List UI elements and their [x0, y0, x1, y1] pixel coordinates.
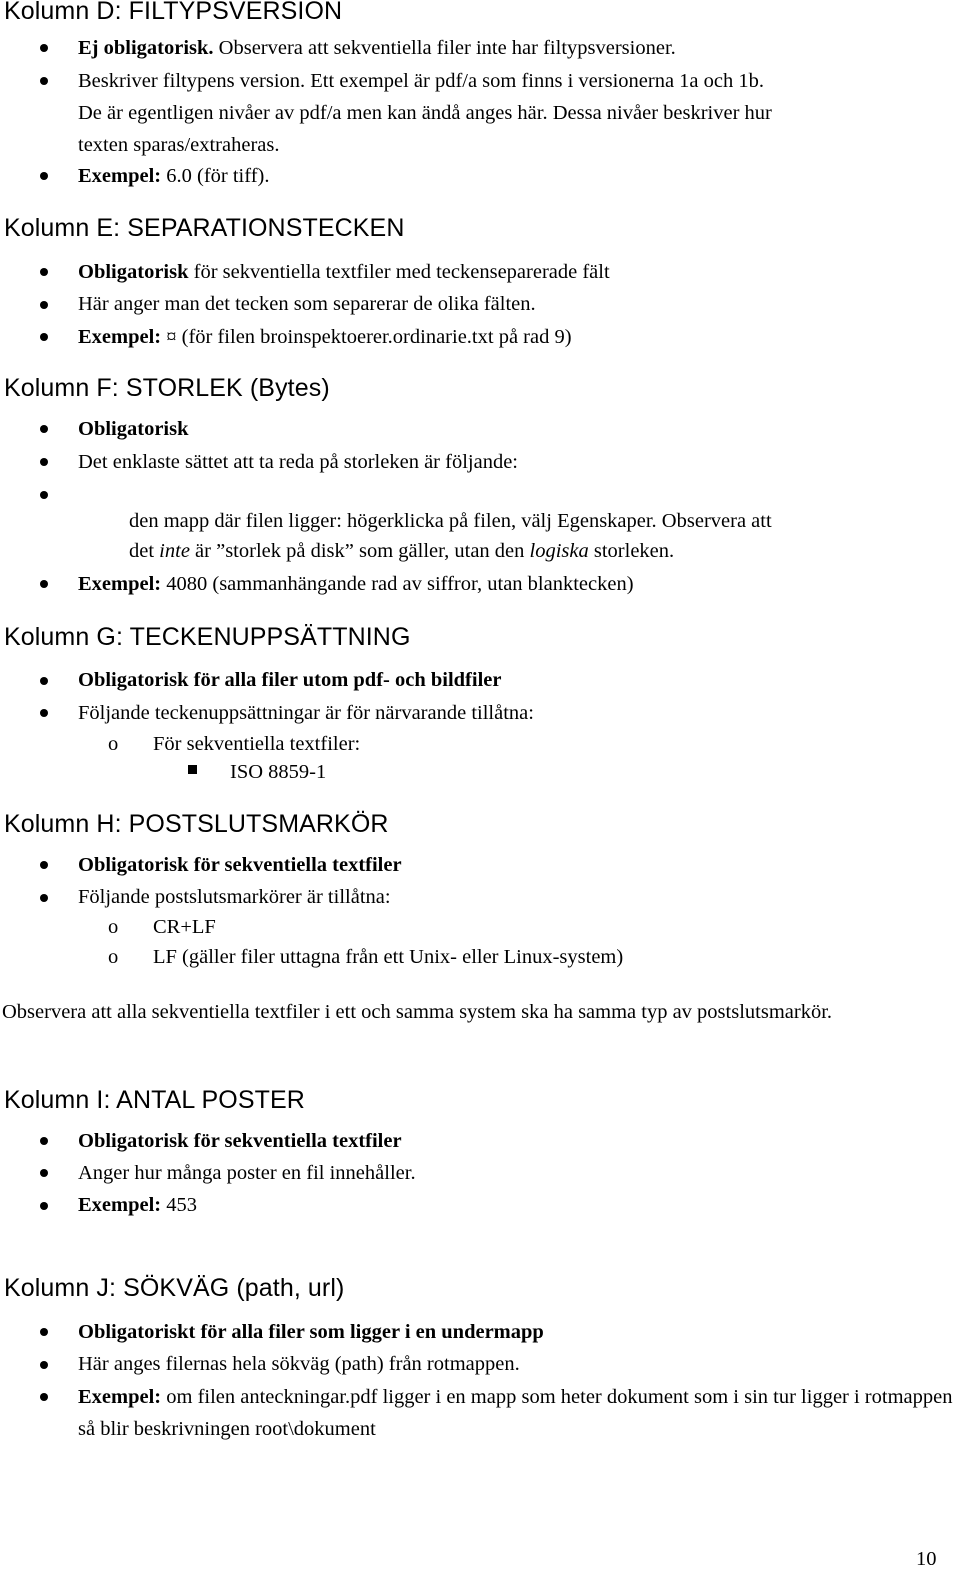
- bullet-icon: [40, 861, 48, 869]
- section-heading-i: Kolumn I: ANTAL POSTER: [4, 1086, 305, 1114]
- list-item-sub: det inte är ”storlek på disk” som gäller, utan den logiska storleken.: [129, 540, 675, 562]
- list-item: Obligatorisk för sekventiella textfiler med teckenseparerade fält: [78, 261, 610, 283]
- list-item: Ej obligatorisk. Observera att sekventiella filer inte har filtypsversioner.: [78, 37, 676, 59]
- section-heading-g: Kolumn G: TECKENUPPSÄTTNING: [4, 623, 411, 651]
- list-item: Här anges filernas hela sökväg (path) från rotmappen.: [78, 1353, 520, 1375]
- list-item: Exempel: om filen anteckningar.pdf ligger i en mapp som heter dokument som i sin tur ligger i rotmappen så blir beskrivningen root\dokument: [78, 1386, 953, 1440]
- list-item: Obligatorisk för alla filer utom pdf- och bildfiler: [78, 669, 502, 691]
- section-heading-f: Kolumn F: STORLEK (Bytes): [4, 374, 330, 402]
- sublist-marker: o: [108, 946, 119, 968]
- bullet-icon: [40, 709, 48, 717]
- note-paragraph: Observera att alla sekventiella textfiler i ett och samma system ska ha samma typ av postslutsmarkör.: [2, 1001, 833, 1023]
- section-heading-j: Kolumn J: SÖKVÄG (path, url): [4, 1274, 345, 1302]
- bullet-icon: [40, 1169, 48, 1177]
- sublist-marker: o: [108, 916, 119, 938]
- list-item-sub: ISO 8859-1: [230, 761, 327, 783]
- bullet-icon: [40, 677, 48, 685]
- list-item: Exempel: 453: [78, 1194, 197, 1216]
- list-item-sub: LF (gäller filer uttagna från ett Unix- eller Linux-system): [153, 946, 624, 968]
- list-item: Obligatorisk: [78, 418, 189, 440]
- bullet-icon: [40, 301, 48, 309]
- bullet-icon: [40, 1393, 48, 1401]
- list-item: Det enklaste sättet att ta reda på storleken är följande:: [78, 451, 518, 473]
- bullet-icon: [40, 491, 48, 499]
- list-item: Exempel: 4080 (sammanhängande rad av siffror, utan blanktecken): [78, 573, 634, 595]
- bullet-icon: [40, 172, 48, 180]
- bullet-icon: [40, 458, 48, 466]
- list-item-sub: För sekventiella textfiler:: [153, 733, 361, 755]
- bullet-icon: [40, 1361, 48, 1369]
- list-item: Följande postslutsmarkörer är tillåtna:: [78, 886, 391, 908]
- list-item: Följande teckenuppsättningar är för närvarande tillåtna:: [78, 702, 534, 724]
- list-item: Exempel: ¤ (för filen broinspektoerer.ordinarie.txt på rad 9): [78, 326, 572, 348]
- square-bullet-icon: [188, 765, 197, 774]
- list-item: Anger hur många poster en fil innehåller.: [78, 1162, 416, 1184]
- list-item: Beskriver filtypens version. Ett exempel är pdf/a som finns i versionerna 1a och 1b.: [78, 70, 764, 92]
- bullet-icon: [40, 1137, 48, 1145]
- bullet-icon: [40, 44, 48, 52]
- bullet-icon: [40, 77, 48, 85]
- list-item-sub: CR+LF: [153, 916, 216, 938]
- bullet-icon: [40, 333, 48, 341]
- bullet-icon: [40, 268, 48, 276]
- list-item: Exempel: 6.0 (för tiff).: [78, 165, 270, 187]
- list-item: Obligatorisk för sekventiella textfiler: [78, 854, 402, 876]
- section-heading-h: Kolumn H: POSTSLUTSMARKÖR: [4, 810, 389, 838]
- bullet-icon: [40, 1202, 48, 1210]
- list-item-continuation: De är egentligen nivåer av pdf/a men kan ändå anges här. Dessa nivåer beskriver hur: [78, 102, 772, 124]
- list-item: Obligatoriskt för alla filer som ligger i en undermapp: [78, 1321, 544, 1343]
- page-number: 10: [916, 1548, 937, 1570]
- section-heading-d: Kolumn D: FILTYPSVERSION: [4, 0, 343, 25]
- bullet-icon: [40, 580, 48, 588]
- list-item-sub: den mapp där filen ligger: högerklicka på filen, välj Egenskaper. Observera att: [129, 510, 772, 532]
- list-item-continuation: texten sparas/extraheras.: [78, 134, 280, 156]
- bullet-icon: [40, 1328, 48, 1336]
- bullet-icon: [40, 425, 48, 433]
- list-item: Obligatorisk för sekventiella textfiler: [78, 1130, 402, 1152]
- sublist-marker: o: [108, 733, 119, 755]
- section-heading-e: Kolumn E: SEPARATIONSTECKEN: [4, 214, 405, 242]
- bullet-icon: [40, 894, 48, 902]
- list-item: Här anger man det tecken som separerar de olika fälten.: [78, 293, 536, 315]
